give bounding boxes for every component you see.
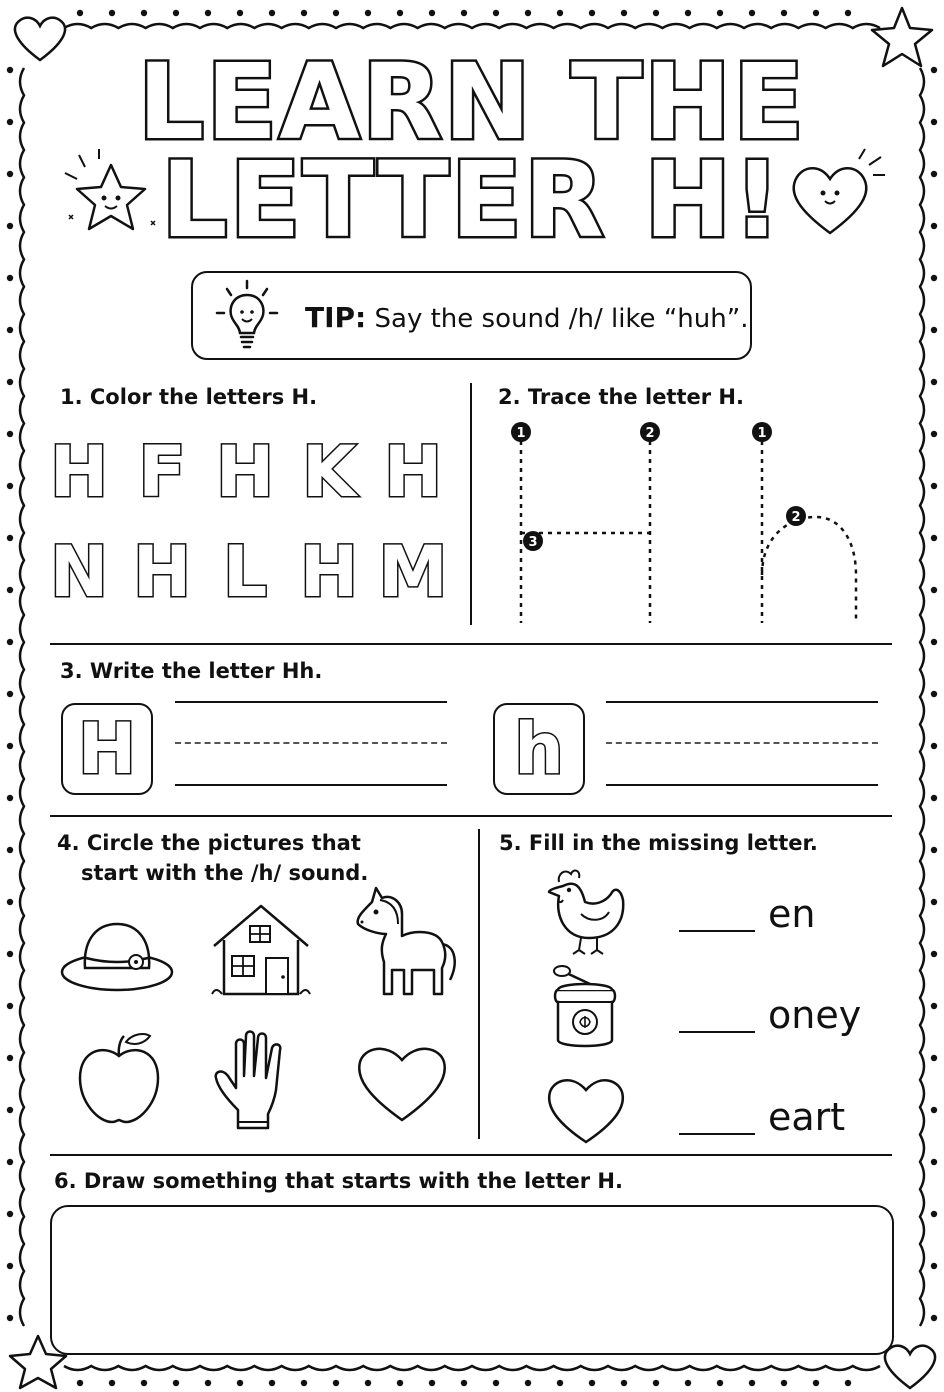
smiling-heart-icon <box>785 145 890 240</box>
writing-line[interactable] <box>606 784 878 786</box>
horse-icon[interactable] <box>352 884 460 1002</box>
border-dot <box>931 1055 937 1061</box>
border-dot <box>7 847 13 853</box>
color-letter[interactable]: N <box>49 531 109 613</box>
section1-title: 1. Color the letters H. <box>60 385 318 409</box>
missing-letter-blank[interactable] <box>679 930 755 932</box>
border-dot <box>589 1380 595 1386</box>
border-dot <box>333 1380 339 1386</box>
border-dot <box>931 1211 937 1217</box>
border-dot <box>845 1380 851 1386</box>
color-letter[interactable]: L <box>222 531 268 613</box>
house-icon[interactable] <box>208 900 314 1000</box>
border-dot <box>7 1315 13 1321</box>
border-dot <box>931 327 937 333</box>
border-dot <box>7 587 13 593</box>
border-dot <box>749 10 755 16</box>
section4-title-line1: 4. Circle the pictures that <box>57 831 361 855</box>
heart-icon[interactable] <box>354 1040 450 1126</box>
border-dot <box>461 10 467 16</box>
border-dot <box>525 10 531 16</box>
tip-message: Say the sound /h/ like “huh”. <box>366 304 749 334</box>
hen-icon[interactable] <box>545 866 629 956</box>
border-dot <box>365 10 371 16</box>
border-dot <box>653 1380 659 1386</box>
border-dot <box>749 1380 755 1386</box>
color-letter[interactable]: F <box>138 431 186 513</box>
color-letter[interactable]: H <box>215 431 275 513</box>
border-dot <box>7 691 13 697</box>
writing-midline[interactable] <box>606 742 878 744</box>
border-dot <box>621 1380 627 1386</box>
border-dot <box>7 743 13 749</box>
border-dot <box>109 10 115 16</box>
border-dot <box>173 10 179 16</box>
border-dot <box>621 10 627 16</box>
border-dot <box>141 10 147 16</box>
divider <box>50 643 892 645</box>
border-dot <box>653 10 659 16</box>
border-dot <box>931 483 937 489</box>
border-dot <box>173 1380 179 1386</box>
border-dot <box>237 10 243 16</box>
border-wave <box>64 24 880 28</box>
step-number: 3 <box>528 535 538 550</box>
border-dot <box>365 1380 371 1386</box>
section2-title: 2. Trace the letter H. <box>498 385 744 409</box>
border-dot <box>109 1380 115 1386</box>
border-dot <box>333 10 339 16</box>
border-dot <box>931 639 937 645</box>
missing-letter-blank[interactable] <box>679 1133 755 1135</box>
border-dot <box>429 10 435 16</box>
step-number: 1 <box>516 426 526 441</box>
border-dot <box>7 1003 13 1009</box>
border-dot <box>77 10 83 16</box>
border-dot <box>931 379 937 385</box>
hand-icon[interactable] <box>212 1030 302 1132</box>
hat-icon[interactable] <box>58 918 176 994</box>
writing-midline[interactable] <box>175 742 447 744</box>
border-dot <box>7 1211 13 1217</box>
border-dot <box>557 1380 563 1386</box>
border-dot <box>7 327 13 333</box>
border-dot <box>7 1159 13 1165</box>
border-dot <box>7 639 13 645</box>
border-dot <box>931 743 937 749</box>
border-dot <box>237 1380 243 1386</box>
border-dot <box>781 10 787 16</box>
border-dot <box>7 899 13 905</box>
border-dot <box>525 1380 531 1386</box>
border-dot <box>7 951 13 957</box>
honey-jar-icon[interactable] <box>550 962 620 1054</box>
apple-icon[interactable] <box>74 1030 164 1126</box>
border-dot <box>269 1380 275 1386</box>
step-number: 2 <box>791 510 801 525</box>
border-dot <box>397 10 403 16</box>
section3-title: 3. Write the letter Hh. <box>60 659 323 683</box>
border-dot <box>931 899 937 905</box>
border-dot <box>429 1380 435 1386</box>
border-dot <box>205 10 211 16</box>
border-dot <box>845 10 851 16</box>
page-title-line2: LETTER H! <box>161 139 783 261</box>
section5-title: 5. Fill in the missing letter. <box>499 831 818 855</box>
border-dot <box>931 1107 937 1113</box>
border-dot <box>397 1380 403 1386</box>
border-dot <box>7 1055 13 1061</box>
border-dot <box>931 1159 937 1165</box>
border-dot <box>557 10 563 16</box>
border-dot <box>931 535 937 541</box>
border-dot <box>813 10 819 16</box>
border-dot <box>7 795 13 801</box>
border-dot <box>685 10 691 16</box>
border-dot <box>461 1380 467 1386</box>
word-fragment: oney <box>768 993 862 1037</box>
missing-letter-blank[interactable] <box>679 1031 755 1033</box>
border-dot <box>77 1380 83 1386</box>
border-dot <box>589 10 595 16</box>
border-dot <box>931 847 937 853</box>
border-dot <box>141 1380 147 1386</box>
lowercase-h-box: h <box>493 703 585 795</box>
border-dot <box>7 379 13 385</box>
writing-line[interactable] <box>606 701 878 703</box>
writing-line[interactable] <box>175 784 447 786</box>
word-fragment: en <box>768 892 816 936</box>
border-dot <box>7 431 13 437</box>
divider <box>470 383 472 625</box>
step-number: 2 <box>645 426 655 441</box>
border-dot <box>269 10 275 16</box>
border-dot <box>931 587 937 593</box>
writing-line[interactable] <box>175 701 447 703</box>
tip-box <box>191 271 752 360</box>
border-dot <box>931 1003 937 1009</box>
corner-heart-icon <box>885 1346 935 1388</box>
uppercase-h-box: H <box>61 703 153 795</box>
border-dot <box>717 1380 723 1386</box>
trace-letters[interactable] <box>490 415 890 635</box>
lightbulb-icon <box>211 279 283 355</box>
heart-icon[interactable] <box>544 1072 628 1146</box>
word-fragment: eart <box>768 1095 846 1139</box>
step-number: 1 <box>757 426 767 441</box>
color-letter[interactable]: H <box>132 531 192 613</box>
color-letter[interactable]: H <box>49 431 109 513</box>
border-dot <box>7 535 13 541</box>
divider <box>50 1154 892 1156</box>
border-dot <box>493 10 499 16</box>
smiling-star-icon <box>55 145 165 240</box>
border-dot <box>7 1107 13 1113</box>
border-dot <box>205 1380 211 1386</box>
color-letter[interactable]: K <box>301 431 357 513</box>
border-dot <box>813 1380 819 1386</box>
divider <box>50 815 892 817</box>
tip-label: TIP: <box>305 301 367 334</box>
divider <box>478 829 480 1139</box>
border-dot <box>685 1380 691 1386</box>
border-dot <box>493 1380 499 1386</box>
border-dot <box>931 951 937 957</box>
border-dot <box>717 10 723 16</box>
border-dot <box>781 1380 787 1386</box>
drawing-area[interactable] <box>50 1205 894 1355</box>
tip-text <box>305 301 748 334</box>
border-wave <box>64 1366 880 1370</box>
border-dot <box>931 431 937 437</box>
border-wave <box>20 68 24 1326</box>
border-wave <box>920 68 924 1326</box>
page-title-line1: LEARN THE <box>137 41 807 163</box>
section4-title-line2: start with the /h/ sound. <box>81 861 369 885</box>
border-dot <box>7 483 13 489</box>
border-dot <box>931 1315 937 1321</box>
border-dot <box>931 795 937 801</box>
border-dot <box>7 275 13 281</box>
color-letter[interactable]: H <box>299 531 359 613</box>
border-dot <box>931 1263 937 1269</box>
border-dot <box>7 1263 13 1269</box>
border-dot <box>301 1380 307 1386</box>
border-dot <box>931 691 937 697</box>
color-letter[interactable]: H <box>383 431 443 513</box>
border-dot <box>931 275 937 281</box>
border-dot <box>301 10 307 16</box>
color-letter[interactable]: M <box>378 531 448 613</box>
section6-title: 6. Draw something that starts with the letter H. <box>54 1169 623 1193</box>
